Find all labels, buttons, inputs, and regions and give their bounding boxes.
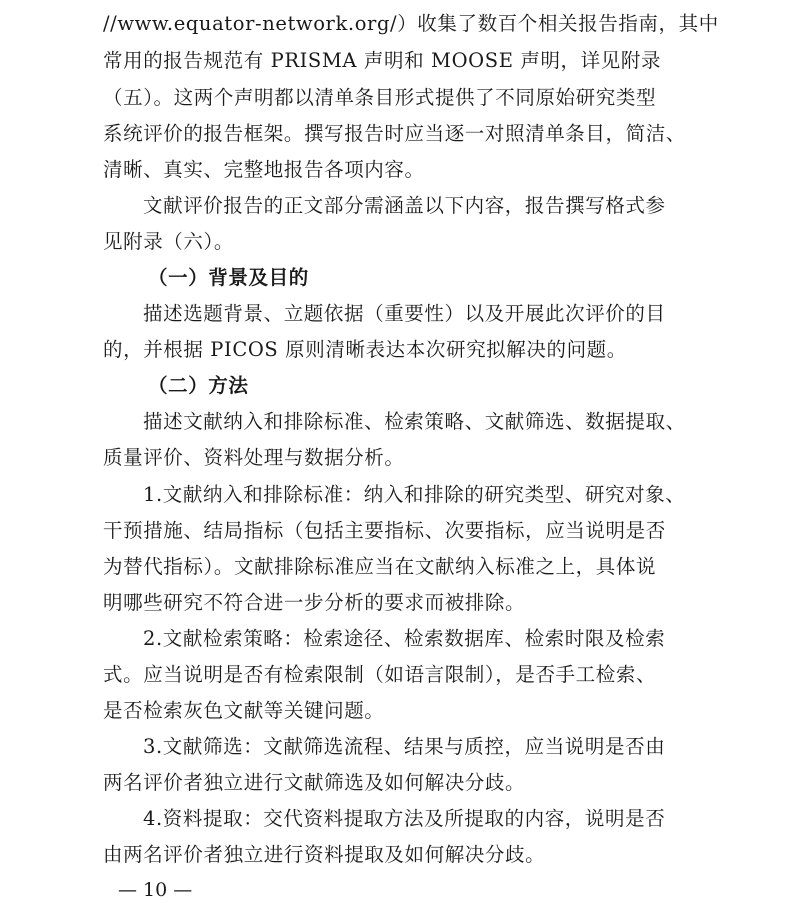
body-text-line: 两名评价者独立进行文献筛选及如何解决分歧。 [103, 771, 526, 794]
body-text-line: （五）。这两个声明都以清单条目形式提供了不同原始研究类型 [103, 86, 657, 109]
body-text-line: 干预措施、结局指标（包括主要指标、次要指标，应当说明是否 [103, 519, 666, 542]
body-text-line: //www.equator-network.org/）收集了数百个相关报告指南，其中 [103, 12, 719, 35]
section-heading-methods: （二）方法 [148, 374, 249, 397]
body-text-line: 式。应当说明是否有检索限制（如语言限制），是否手工检索、 [103, 663, 657, 686]
body-text-line: 清晰、真实、完整地报告各项内容。 [103, 158, 425, 181]
body-text-line: 4.资料提取：交代资料提取方法及所提取的内容，说明是否 [143, 807, 666, 830]
body-text-line: 描述文献纳入和排除标准、检索策略、文献筛选、数据提取、 [143, 410, 686, 433]
body-text-line: 为替代指标）。文献排除标准应当在文献纳入标准之上，具体说 [103, 555, 657, 578]
body-text-line: 2.文献检索策略：检索途径、检索数据库、检索时限及检索 [143, 627, 666, 650]
section-heading-background-purpose: （一）背景及目的 [148, 266, 309, 289]
body-text-line: 质量评价、资料处理与数据分析。 [103, 446, 405, 469]
body-text-line: 常用的报告规范有 PRISMA 声明和 MOOSE 声明，详见附录 [103, 49, 662, 72]
body-text-line: 3.文献筛选：文献筛选流程、结果与质控，应当说明是否由 [143, 735, 666, 758]
body-text-line: 由两名评价者独立进行资料提取及如何解决分歧。 [103, 843, 546, 866]
body-text-line: 系统评价的报告框架。撰写报告时应当逐一对照清单条目，简洁、 [103, 122, 686, 145]
body-text-line: 描述选题背景、立题依据（重要性）以及开展此次评价的目 [143, 302, 666, 325]
page-number: — 10 — [118, 879, 193, 901]
body-text-line: 1.文献纳入和排除标准：纳入和排除的研究类型、研究对象、 [143, 483, 686, 506]
body-text-line: 见附录（六）。 [103, 230, 234, 253]
body-text-line: 文献评价报告的正文部分需涵盖以下内容，报告撰写格式参 [143, 194, 666, 217]
body-text-line: 明哪些研究不符合进一步分析的要求而被排除。 [103, 591, 526, 614]
body-text-line: 是否检索灰色文献等关键问题。 [103, 699, 385, 722]
body-text-line: 的，并根据 PICOS 原则清晰表达本次研究拟解决的问题。 [103, 338, 627, 361]
